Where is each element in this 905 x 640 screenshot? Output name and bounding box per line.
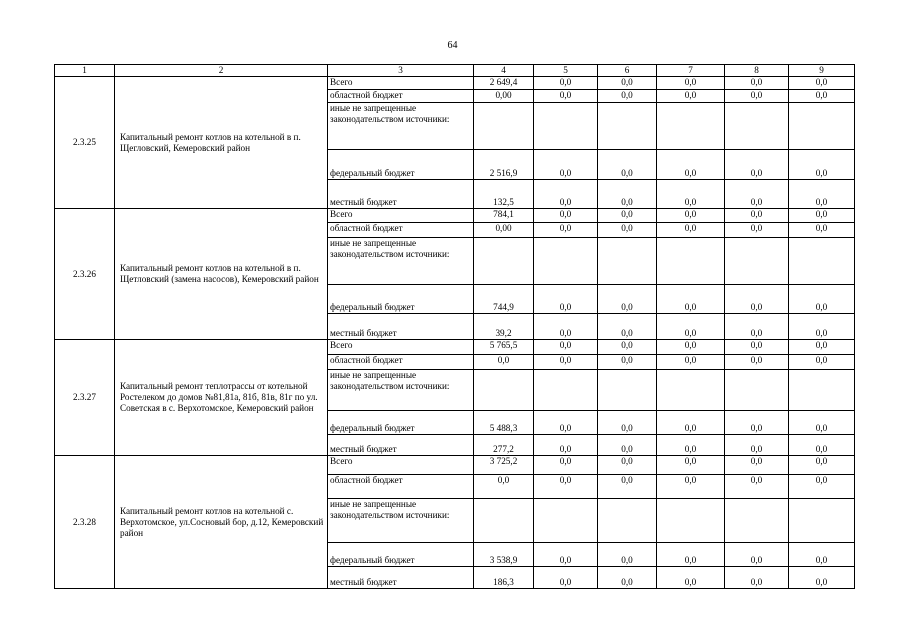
value-cell: 0,0 (725, 223, 789, 238)
value-cell: 0,0 (598, 567, 657, 589)
value-cell: 0,0 (725, 411, 789, 435)
source-label: Всего (328, 340, 474, 355)
value-cell: 0,0 (789, 340, 855, 355)
source-label: областной бюджет (328, 355, 474, 370)
value-cell: 0,0 (474, 355, 534, 370)
value-cell: 277,2 (474, 435, 534, 456)
value-cell: 0,0 (789, 90, 855, 103)
value-cell (474, 370, 534, 411)
value-cell: 0,0 (725, 90, 789, 103)
table-row (55, 456, 855, 475)
value-cell: 0,0 (725, 355, 789, 370)
value-cell: 0,00 (474, 223, 534, 238)
value-cell: 0,0 (657, 543, 725, 567)
col-header: 5 (534, 65, 598, 77)
value-cell: 0,0 (789, 435, 855, 456)
source-label: местный бюджет (328, 567, 474, 589)
value-cell: 0,0 (534, 355, 598, 370)
value-cell: 0,0 (534, 475, 598, 499)
col-header: 3 (328, 65, 474, 77)
value-cell: 186,3 (474, 567, 534, 589)
source-label: федеральный бюджет (328, 150, 474, 180)
value-cell: 0,0 (789, 355, 855, 370)
item-code: 2.3.25 (55, 77, 115, 209)
value-cell: 0,0 (534, 180, 598, 209)
value-cell: 0,0 (598, 77, 657, 90)
value-cell: 0,0 (725, 475, 789, 499)
value-cell (725, 103, 789, 150)
source-label: федеральный бюджет (328, 411, 474, 435)
value-cell: 0,0 (725, 314, 789, 340)
value-cell: 3 538,9 (474, 543, 534, 567)
value-cell: 0,0 (657, 355, 725, 370)
item-name: Капитальный ремонт котлов на котельной в п. Щегловский, Кемеровский район (115, 77, 328, 209)
value-cell: 784,1 (474, 209, 534, 223)
value-cell: 0,0 (725, 150, 789, 180)
value-cell: 0,0 (534, 285, 598, 314)
value-cell: 0,0 (598, 543, 657, 567)
value-cell: 0,0 (598, 90, 657, 103)
value-cell: 0,0 (725, 77, 789, 90)
value-cell (598, 238, 657, 285)
value-cell: 0,0 (598, 150, 657, 180)
value-cell (474, 103, 534, 150)
value-cell: 0,0 (534, 543, 598, 567)
value-cell: 0,0 (598, 209, 657, 223)
value-cell: 0,0 (657, 223, 725, 238)
value-cell: 2 649,4 (474, 77, 534, 90)
value-cell: 0,0 (789, 411, 855, 435)
source-label: местный бюджет (328, 314, 474, 340)
col-header: 7 (657, 65, 725, 77)
col-header: 1 (55, 65, 115, 77)
value-cell: 0,0 (657, 209, 725, 223)
value-cell: 0,0 (657, 180, 725, 209)
source-label: федеральный бюджет (328, 543, 474, 567)
value-cell (598, 370, 657, 411)
value-cell: 0,0 (534, 567, 598, 589)
value-cell: 0,0 (534, 150, 598, 180)
value-cell: 0,0 (598, 456, 657, 475)
value-cell: 0,0 (789, 456, 855, 475)
item-name: Капитальный ремонт котлов на котельной в п. Щетловский (замена насосов), Кемеровский район (115, 209, 328, 340)
header-row (55, 65, 855, 77)
value-cell: 0,0 (725, 435, 789, 456)
source-label: областной бюджет (328, 90, 474, 103)
value-cell: 0,0 (657, 411, 725, 435)
value-cell: 0,0 (789, 180, 855, 209)
col-header: 4 (474, 65, 534, 77)
source-label: Всего (328, 456, 474, 475)
table-row (55, 340, 855, 355)
value-cell: 0,0 (657, 340, 725, 355)
value-cell (474, 499, 534, 543)
value-cell: 0,0 (725, 180, 789, 209)
value-cell: 0,0 (534, 314, 598, 340)
col-header: 6 (598, 65, 657, 77)
value-cell: 0,0 (789, 543, 855, 567)
value-cell (534, 370, 598, 411)
value-cell (725, 370, 789, 411)
value-cell: 0,0 (657, 90, 725, 103)
value-cell (534, 238, 598, 285)
table-row (55, 77, 855, 90)
value-cell: 0,0 (789, 209, 855, 223)
value-cell: 0,0 (725, 209, 789, 223)
value-cell: 0,0 (598, 355, 657, 370)
value-cell: 0,0 (534, 90, 598, 103)
value-cell (657, 370, 725, 411)
value-cell (725, 238, 789, 285)
value-cell: 0,0 (598, 180, 657, 209)
source-label: иные не запрещенные законодательством источники: (328, 103, 474, 150)
value-cell: 0,0 (534, 456, 598, 475)
source-label: иные не запрещенные законодательством источники: (328, 238, 474, 285)
value-cell: 0,0 (598, 435, 657, 456)
value-cell (657, 499, 725, 543)
value-cell: 0,0 (789, 475, 855, 499)
value-cell: 0,0 (789, 567, 855, 589)
value-cell: 0,0 (657, 435, 725, 456)
value-cell: 0,0 (598, 223, 657, 238)
value-cell (474, 238, 534, 285)
value-cell: 0,0 (657, 314, 725, 340)
value-cell: 744,9 (474, 285, 534, 314)
value-cell: 0,0 (534, 209, 598, 223)
value-cell: 3 725,2 (474, 456, 534, 475)
value-cell (789, 238, 855, 285)
value-cell (725, 499, 789, 543)
value-cell (534, 103, 598, 150)
source-label: областной бюджет (328, 223, 474, 238)
item-name: Капитальный ремонт котлов на котельной с. Верхотомское, ул.Сосновый бор, д.12, Кемеровский район (115, 456, 328, 589)
value-cell: 0,0 (657, 456, 725, 475)
value-cell: 5 765,5 (474, 340, 534, 355)
source-label: областной бюджет (328, 475, 474, 499)
page-number: 64 (447, 40, 458, 51)
value-cell: 0,0 (598, 411, 657, 435)
value-cell: 0,0 (789, 77, 855, 90)
value-cell: 0,0 (598, 285, 657, 314)
value-cell: 0,0 (598, 340, 657, 355)
value-cell: 0,0 (598, 314, 657, 340)
value-cell: 0,0 (598, 475, 657, 499)
value-cell: 0,0 (789, 285, 855, 314)
value-cell: 0,0 (725, 285, 789, 314)
value-cell: 0,0 (534, 411, 598, 435)
value-cell: 0,0 (725, 543, 789, 567)
value-cell: 0,0 (725, 567, 789, 589)
col-header: 2 (115, 65, 328, 77)
value-cell: 0,0 (657, 475, 725, 499)
value-cell: 0,0 (789, 223, 855, 238)
source-label: Всего (328, 209, 474, 223)
value-cell (657, 238, 725, 285)
source-label: местный бюджет (328, 435, 474, 456)
value-cell: 5 488,3 (474, 411, 534, 435)
item-name: Капитальный ремонт теплотрассы от котельной Ростелеком до домов №81,81а, 81б, 81в, 81г по ул. Советская в с. Верхотомское, Кемеровский район (115, 340, 328, 456)
source-label: Всего (328, 77, 474, 90)
value-cell: 0,0 (789, 150, 855, 180)
value-cell: 132,5 (474, 180, 534, 209)
value-cell: 0,0 (534, 435, 598, 456)
value-cell: 0,0 (657, 77, 725, 90)
value-cell: 0,0 (474, 475, 534, 499)
item-code: 2.3.26 (55, 209, 115, 340)
value-cell: 0,0 (657, 567, 725, 589)
value-cell: 0,0 (789, 314, 855, 340)
value-cell: 0,0 (534, 77, 598, 90)
value-cell: 0,0 (534, 340, 598, 355)
source-label: местный бюджет (328, 180, 474, 209)
value-cell (534, 499, 598, 543)
value-cell (598, 103, 657, 150)
col-header: 8 (725, 65, 789, 77)
item-code: 2.3.27 (55, 340, 115, 456)
budget-table (54, 64, 855, 589)
source-label: федеральный бюджет (328, 285, 474, 314)
source-label: иные не запрещенные законодательством источники: (328, 370, 474, 411)
item-code: 2.3.28 (55, 456, 115, 589)
value-cell: 0,0 (725, 340, 789, 355)
source-label: иные не запрещенные законодательством источники: (328, 499, 474, 543)
value-cell: 39,2 (474, 314, 534, 340)
value-cell: 0,0 (534, 223, 598, 238)
value-cell: 0,0 (657, 150, 725, 180)
value-cell (789, 499, 855, 543)
value-cell (789, 370, 855, 411)
value-cell: 0,00 (474, 90, 534, 103)
value-cell (598, 499, 657, 543)
col-header: 9 (789, 65, 855, 77)
value-cell: 0,0 (725, 456, 789, 475)
table-row (55, 209, 855, 223)
value-cell (789, 103, 855, 150)
value-cell: 2 516,9 (474, 150, 534, 180)
value-cell: 0,0 (657, 285, 725, 314)
value-cell (657, 103, 725, 150)
